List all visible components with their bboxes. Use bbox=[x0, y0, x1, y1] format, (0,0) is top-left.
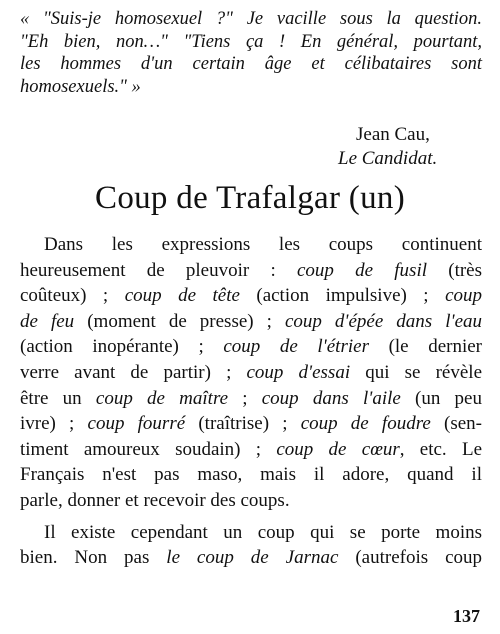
text-run: timent amoureux soudain) ; bbox=[20, 438, 277, 460]
epigraph bbox=[20, 8, 482, 98]
text-line bbox=[20, 232, 482, 258]
epigraph-line: « "Suis-je homosexuel ?" Je vacille sous la question. bbox=[20, 9, 482, 29]
text-run: ; bbox=[228, 387, 262, 409]
italic-term: coup d'épée dans l'eau bbox=[284, 310, 483, 332]
text-run: heureusement de pleuvoir : bbox=[20, 259, 297, 281]
text-run: (action impulsive) ; bbox=[239, 285, 446, 307]
paragraph bbox=[20, 232, 482, 514]
text-run: (action inopérante) ; bbox=[20, 336, 224, 358]
text-run: Il existe cependant un coup qui se porte moins bbox=[44, 521, 482, 543]
text-line bbox=[20, 360, 482, 386]
epigraph-line: les hommes d'un certain âge et célibataires sont bbox=[20, 54, 482, 74]
text-line bbox=[20, 386, 482, 412]
italic-term: coup de fusil bbox=[296, 259, 428, 281]
text-run: (moment de presse) ; bbox=[74, 310, 285, 332]
italic-term: coup de maître bbox=[95, 387, 229, 409]
text-run: (sen- bbox=[430, 413, 482, 435]
text-run: qui se révèle bbox=[350, 361, 482, 383]
text-line bbox=[20, 283, 482, 309]
text-line bbox=[20, 411, 482, 437]
text-line bbox=[20, 545, 482, 571]
text-run: verre avant de partir) ; bbox=[20, 361, 247, 383]
text-run: (traîtrise) ; bbox=[185, 413, 301, 435]
text-run: coûteux) ; bbox=[20, 285, 125, 307]
text-line bbox=[20, 520, 482, 546]
italic-term: coup de l'étrier bbox=[223, 336, 369, 358]
paragraph bbox=[20, 520, 482, 571]
italic-term: coup fourré bbox=[87, 413, 186, 435]
attribution-author: Jean Cau, bbox=[356, 124, 430, 145]
italic-term: coup bbox=[445, 285, 482, 307]
text-line bbox=[20, 437, 482, 463]
text-run: (un peu bbox=[400, 387, 482, 409]
italic-term: coup d'essai bbox=[246, 361, 351, 383]
text-run: (le dernier bbox=[368, 336, 483, 358]
text-line bbox=[20, 258, 482, 284]
section-title: Coup de Trafalgar (un) bbox=[95, 180, 405, 216]
text-run: (très bbox=[427, 259, 483, 281]
epigraph-line: "Eh bien, non…" "Tiens ça ! En général, pourtant, bbox=[20, 31, 482, 52]
text-line bbox=[20, 309, 482, 335]
text-run: Dans les expressions les coups continuent bbox=[44, 234, 482, 255]
text-line bbox=[20, 488, 482, 514]
italic-term: coup de cœur bbox=[276, 438, 400, 460]
text-run: bien. Non pas bbox=[20, 547, 167, 569]
italic-term: de feu bbox=[20, 310, 75, 332]
text-run: , etc. Le bbox=[399, 438, 483, 460]
italic-term: coup dans l'aile bbox=[261, 387, 401, 409]
body-text bbox=[20, 232, 482, 571]
italic-term: coup de tête bbox=[124, 285, 240, 307]
text-run: Français n'est pas maso, mais il adore, quand il bbox=[20, 464, 482, 486]
page-number: 137 bbox=[453, 606, 480, 626]
epigraph-attribution bbox=[338, 123, 488, 171]
attribution-work: Le Candidat. bbox=[338, 148, 438, 169]
italic-term: coup de foudre bbox=[300, 413, 431, 435]
text-run: (autrefois coup bbox=[338, 547, 483, 569]
text-line bbox=[20, 462, 482, 488]
epigraph-line: homosexuels." » bbox=[20, 76, 141, 97]
text-line bbox=[20, 334, 482, 360]
text-run: être un bbox=[20, 387, 96, 409]
italic-term: le coup de Jarnac bbox=[166, 547, 339, 569]
text-run: ivre) ; bbox=[20, 413, 88, 435]
text-run: parle, donner et recevoir des coups. bbox=[20, 489, 290, 511]
